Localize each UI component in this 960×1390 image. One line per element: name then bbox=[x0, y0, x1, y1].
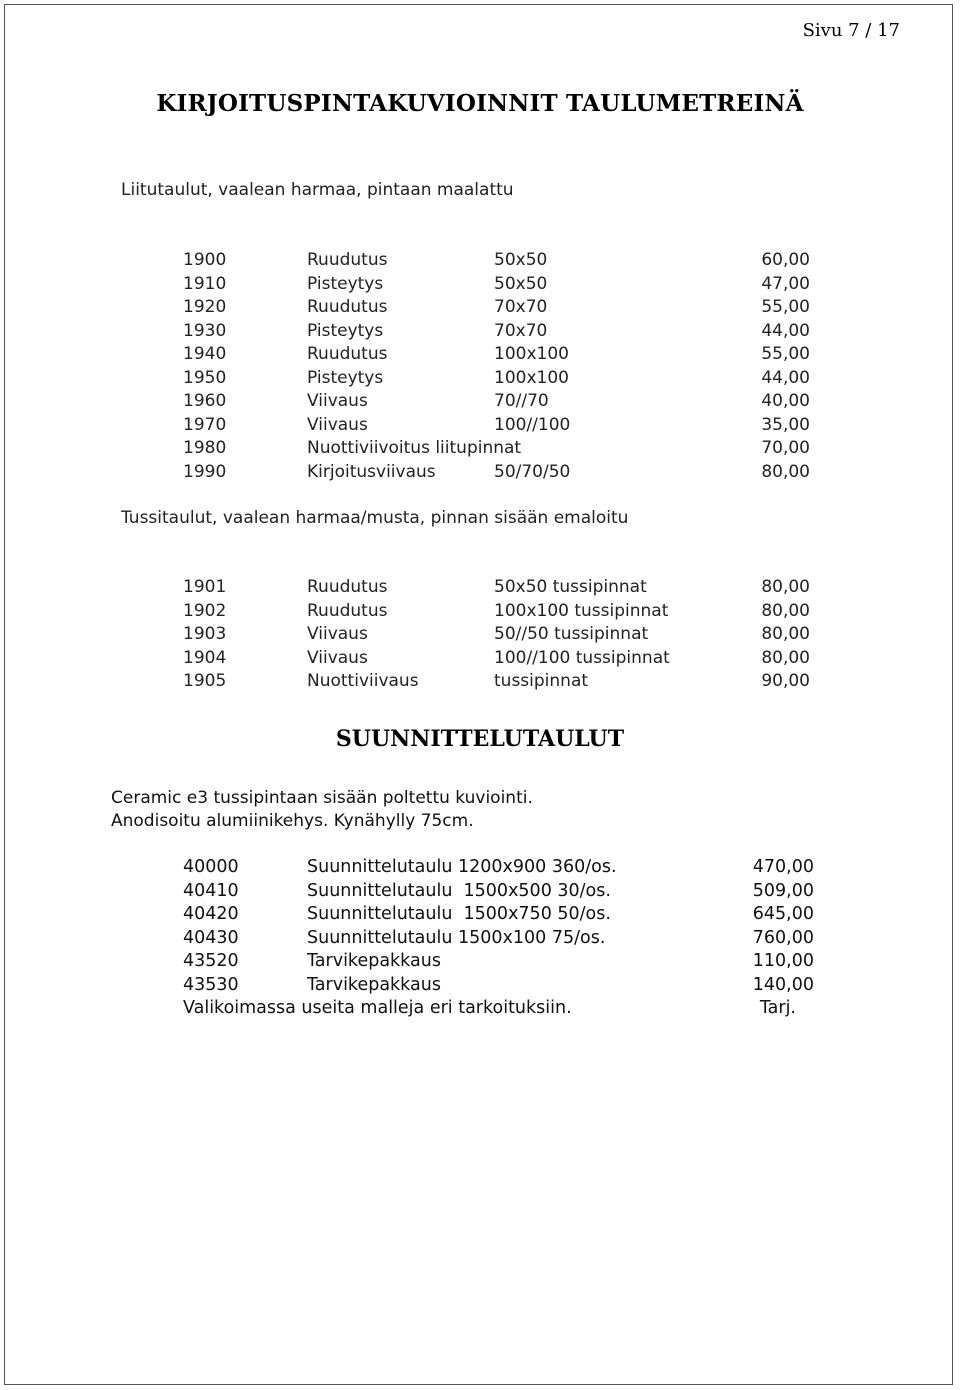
product-code: 1900 bbox=[183, 250, 227, 270]
table-row bbox=[0, 975, 960, 999]
pattern-type: Ruudutus bbox=[307, 600, 388, 621]
pattern-size: 50//50 tussipinnat bbox=[494, 624, 649, 644]
pattern-size: 70//70 bbox=[494, 391, 549, 411]
price: 470,00 bbox=[752, 857, 814, 877]
table-row bbox=[0, 904, 960, 928]
planning-board-price-list bbox=[0, 857, 960, 1022]
price: 70,00 bbox=[761, 438, 810, 458]
pattern-type: Viivaus bbox=[307, 391, 368, 411]
product-name: Suunnittelutaulu 1500x750 50/os. bbox=[307, 904, 611, 924]
price: 509,00 bbox=[752, 880, 814, 901]
product-code: 1970 bbox=[183, 414, 227, 435]
product-code: 1950 bbox=[183, 367, 227, 388]
pattern-type: Ruudutus bbox=[307, 297, 388, 317]
table-row bbox=[0, 928, 960, 952]
table-row bbox=[0, 601, 960, 625]
price: 40,00 bbox=[761, 391, 810, 411]
product-code: 43530 bbox=[183, 974, 239, 995]
price: 60,00 bbox=[761, 250, 810, 270]
table-row bbox=[0, 648, 960, 672]
price: 55,00 bbox=[761, 297, 810, 317]
price: 110,00 bbox=[752, 951, 814, 971]
table-row bbox=[0, 250, 960, 274]
pattern-size: 100//100 bbox=[494, 414, 571, 435]
pattern-size: 50x50 bbox=[494, 273, 548, 294]
section-heading-planning-boards: SUUNNITTELUTAULUT bbox=[335, 726, 625, 752]
page-number: Sivu 7 / 17 bbox=[802, 20, 900, 41]
product-code: 1920 bbox=[183, 297, 227, 317]
table-row bbox=[0, 951, 960, 975]
page-border bbox=[4, 4, 953, 1385]
pattern-size: 70x70 bbox=[494, 320, 548, 341]
pattern-size: 70x70 bbox=[494, 297, 548, 317]
pattern-size: tussipinnat bbox=[494, 671, 589, 691]
product-name: Suunnittelutaulu 1500x500 30/os. bbox=[307, 880, 611, 901]
pattern-type: Viivaus bbox=[307, 414, 368, 435]
table-row bbox=[0, 344, 960, 368]
pattern-size: 50x50 bbox=[494, 250, 548, 270]
product-code: 1903 bbox=[183, 624, 227, 644]
table-row bbox=[0, 624, 960, 648]
product-code: 40000 bbox=[183, 857, 239, 877]
price: 140,00 bbox=[752, 974, 814, 995]
product-code: 1930 bbox=[183, 320, 227, 341]
product-code: 1990 bbox=[183, 461, 227, 482]
pattern-size: 100x100 bbox=[494, 344, 569, 364]
table-row bbox=[0, 881, 960, 905]
pattern-type: Ruudutus bbox=[307, 577, 388, 597]
footer-row bbox=[0, 998, 960, 1022]
table-row bbox=[0, 274, 960, 298]
product-code: 1902 bbox=[183, 600, 227, 621]
description-line-2: Anodisoitu alumiinikehys. Kynähylly 75cm. bbox=[111, 811, 474, 831]
price: 44,00 bbox=[761, 367, 810, 388]
pattern-size: 100x100 tussipinnat bbox=[494, 600, 669, 621]
pattern-type: Kirjoitusviivaus bbox=[307, 461, 436, 482]
table-row bbox=[0, 462, 960, 486]
pattern-type: Ruudutus bbox=[307, 250, 388, 270]
pattern-size: 50x50 tussipinnat bbox=[494, 577, 647, 597]
product-name: Tarvikepakkaus bbox=[307, 974, 441, 995]
pattern-size: 50/70/50 bbox=[494, 461, 571, 482]
price: 47,00 bbox=[761, 273, 810, 294]
price: 44,00 bbox=[761, 320, 810, 341]
pattern-size: 100x100 bbox=[494, 367, 569, 388]
product-name: Tarvikepakkaus bbox=[307, 951, 441, 971]
whiteboard-price-list bbox=[0, 577, 960, 695]
product-code: 40430 bbox=[183, 927, 239, 948]
product-code: 1905 bbox=[183, 671, 227, 691]
price: 35,00 bbox=[761, 414, 810, 435]
price: 80,00 bbox=[761, 600, 810, 621]
price: 645,00 bbox=[752, 904, 814, 924]
product-code: 40410 bbox=[183, 880, 239, 901]
pattern-size: 100//100 tussipinnat bbox=[494, 647, 670, 668]
pattern-type: Ruudutus bbox=[307, 344, 388, 364]
product-code: 1910 bbox=[183, 273, 227, 294]
chalkboard-price-list bbox=[0, 250, 960, 485]
table-row bbox=[0, 438, 960, 462]
table-row bbox=[0, 321, 960, 345]
table-row bbox=[0, 391, 960, 415]
price: 80,00 bbox=[761, 624, 810, 644]
product-name: Suunnittelutaulu 1200x900 360/os. bbox=[307, 857, 617, 877]
price: 55,00 bbox=[761, 344, 810, 364]
pattern-type: Pisteytys bbox=[307, 320, 384, 341]
pattern-type: Pisteytys bbox=[307, 273, 384, 294]
product-code: 1980 bbox=[183, 438, 227, 458]
section-label-chalkboards: Liitutaulut, vaalean harmaa, pintaan maalattu bbox=[121, 180, 514, 200]
product-code: 1901 bbox=[183, 577, 227, 597]
table-row bbox=[0, 671, 960, 695]
price: 80,00 bbox=[761, 577, 810, 597]
product-code: 40420 bbox=[183, 904, 239, 924]
pattern-type: Nuottiviivaus bbox=[307, 671, 419, 691]
price: 760,00 bbox=[752, 927, 814, 948]
table-row bbox=[0, 857, 960, 881]
price: 90,00 bbox=[761, 671, 810, 691]
table-row bbox=[0, 415, 960, 439]
pattern-type: Viivaus bbox=[307, 624, 368, 644]
product-code: 43520 bbox=[183, 951, 239, 971]
footer-text: Valikoimassa useita malleja eri tarkoituksiin. bbox=[183, 998, 572, 1018]
table-row bbox=[0, 368, 960, 392]
product-code: 1940 bbox=[183, 344, 227, 364]
price: 80,00 bbox=[761, 461, 810, 482]
product-code: 1960 bbox=[183, 391, 227, 411]
footer-price: Tarj. bbox=[759, 998, 796, 1018]
pattern-type: Pisteytys bbox=[307, 367, 384, 388]
table-row bbox=[0, 297, 960, 321]
pattern-type: Nuottiviivoitus liitupinnat bbox=[307, 438, 522, 458]
product-code: 1904 bbox=[183, 647, 227, 668]
price: 80,00 bbox=[761, 647, 810, 668]
description-line-1: Ceramic e3 tussipintaan sisään poltettu kuviointi. bbox=[111, 788, 533, 808]
table-row bbox=[0, 577, 960, 601]
pattern-type: Viivaus bbox=[307, 647, 368, 668]
product-name: Suunnittelutaulu 1500x100 75/os. bbox=[307, 927, 606, 948]
page-title: KIRJOITUSPINTAKUVIOINNIT TAULUMETREINÄ bbox=[156, 90, 804, 117]
section-label-whiteboards: Tussitaulut, vaalean harmaa/musta, pinnan sisään emaloitu bbox=[121, 508, 629, 528]
